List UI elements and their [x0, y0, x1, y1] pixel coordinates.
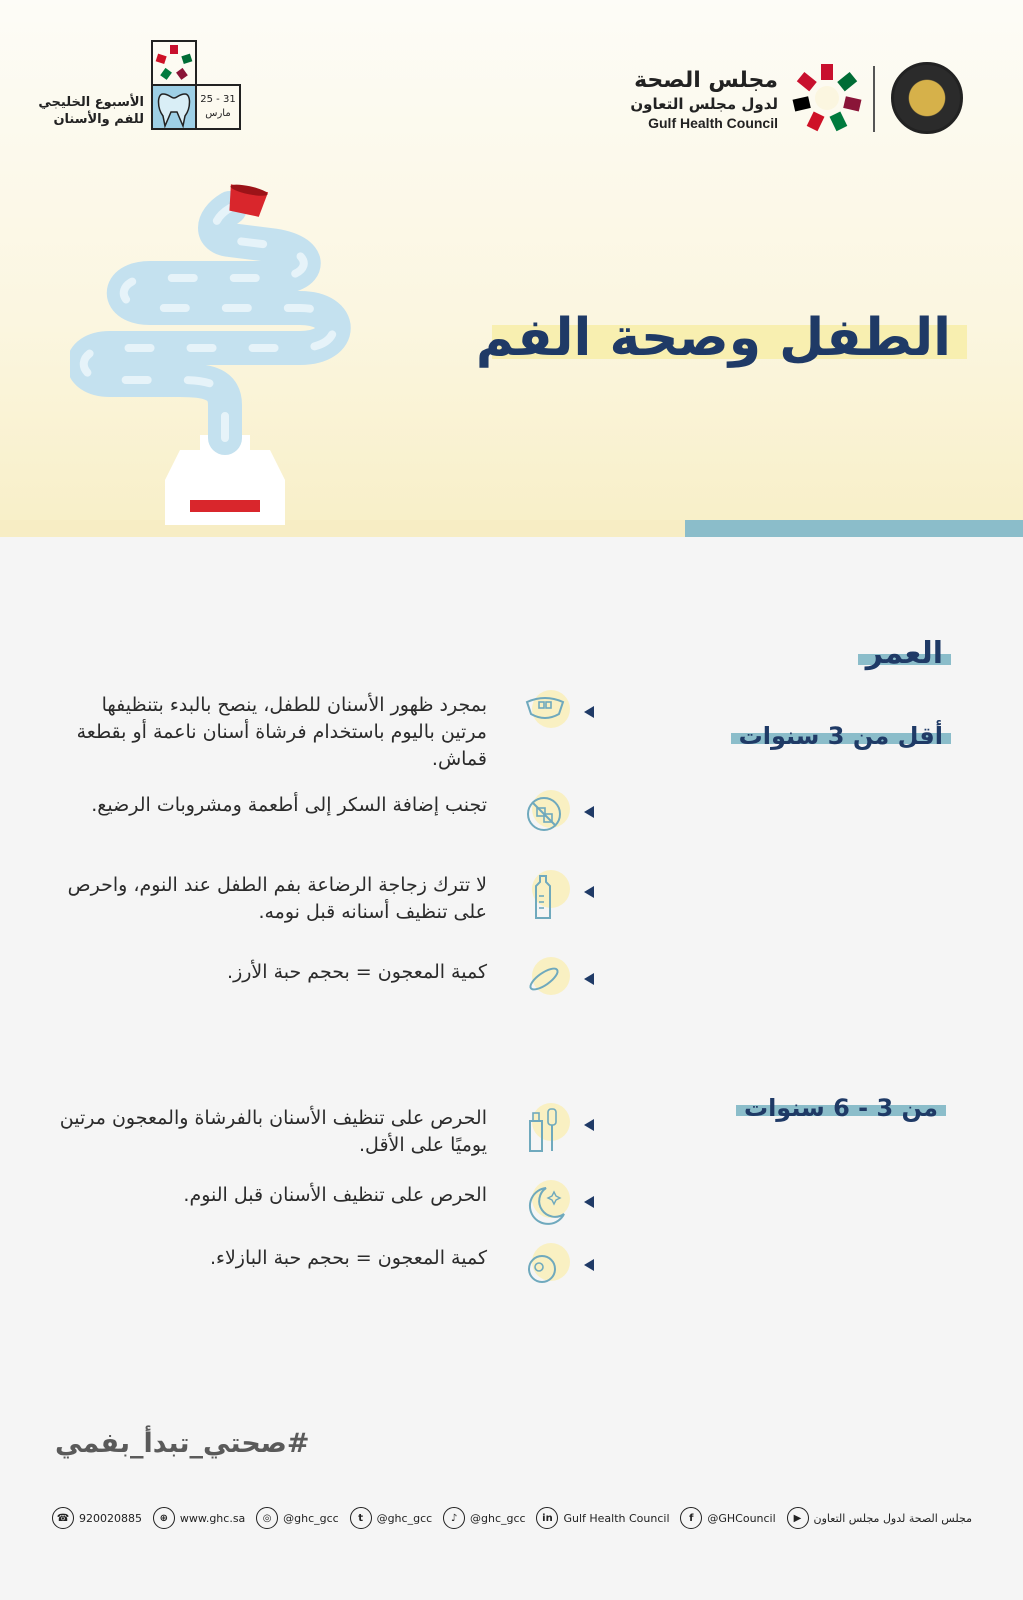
item-text: الحرص على تنظيف الأسنان بالفرشاة والمعجون مرتين يوميًا على الأقل.: [59, 1107, 487, 1156]
footer-phone-text: 920020885: [79, 1511, 142, 1525]
footer-twitter[interactable]: [350, 1507, 433, 1529]
campaign-badge: [36, 40, 256, 135]
teeth-icon: [524, 690, 570, 736]
group2-label-text: من 3 - 6 سنوات: [743, 1094, 938, 1122]
campaign-star-box: [151, 40, 197, 86]
footer-facebook[interactable]: [680, 1507, 775, 1529]
footer-website-text: www.ghc.sa: [179, 1511, 246, 1525]
item-text: بمجرد ظهور الأسنان للطفل، ينصح بالبدء بتنظيفها مرتين باليوم باستخدام فرشاة أسنان ناعمة أو بقطعة قماش.: [76, 694, 487, 770]
youtube-icon: ▶: [787, 1507, 809, 1529]
item-text: تجنب إضافة السكر إلى أطعمة ومشروبات الرضيع.: [91, 794, 487, 816]
toothpaste-illustration: [70, 180, 390, 525]
pea-icon: [524, 1243, 570, 1289]
footer-contacts: [52, 1503, 972, 1533]
footer-tiktok[interactable]: [443, 1507, 526, 1529]
group-label-under-3: [739, 722, 943, 750]
campaign-title: [36, 94, 144, 128]
group-label-3-to-6: [744, 1094, 938, 1122]
footer-instagram-text: @ghc_gcc: [283, 1511, 339, 1525]
gcc-seal-icon: [891, 62, 963, 134]
bullet-arrow-icon: [584, 886, 594, 898]
rice-grain-icon: [524, 957, 570, 1003]
age-heading-text: العمر: [865, 636, 943, 671]
campaign-hashtag: #صحتي_تبدأ_بفمي: [55, 1428, 310, 1459]
campaign-date-range: 25 - 31: [200, 94, 236, 105]
item-text: كمية المعجون = بحجم حبة الأرز.: [227, 961, 487, 983]
tooth-icon: [151, 84, 197, 130]
bullet-arrow-icon: [584, 806, 594, 818]
divider-strip-blue: [685, 520, 1023, 537]
toothbrush-paste-icon: [524, 1103, 570, 1149]
campaign-month: مارس: [205, 108, 231, 119]
age-heading: [866, 636, 943, 671]
footer-twitter-text: @ghc_gcc: [376, 1511, 433, 1525]
item-text: لا تترك زجاجة الرضاعة بفم الطفل عند النوم، واحرص على تنظيف أسنانه قبل نومه.: [67, 874, 487, 923]
campaign-date: [195, 84, 241, 130]
footer-phone[interactable]: [52, 1507, 142, 1529]
brand-name-ar: مجلس الصحة: [634, 68, 778, 93]
moon-stars-icon: [524, 1180, 570, 1226]
item-text: الحرص على تنظيف الأسنان قبل النوم.: [183, 1184, 487, 1206]
footer-youtube-text: مجلس الصحة لدول مجلس التعاون: [813, 1511, 972, 1525]
instagram-icon: ◎: [256, 1507, 278, 1529]
gulf-health-council-logo: [583, 60, 963, 140]
campaign-line2: للفم والأسنان: [53, 112, 144, 127]
mini-flags-star-icon: [153, 42, 195, 84]
group1-label-text: أقل من 3 سنوات: [738, 722, 943, 750]
footer-tiktok-text: @ghc_gcc: [470, 1511, 526, 1525]
linkedin-icon: in: [536, 1507, 558, 1529]
baby-bottle-icon: [524, 870, 570, 916]
footer-facebook-text: @GHCouncil: [707, 1511, 776, 1525]
footer-linkedin-text: Gulf Health Council: [563, 1511, 670, 1525]
ghc-wordmark: [630, 68, 778, 132]
campaign-line1: الأسبوع الخليجي: [38, 95, 144, 110]
bullet-arrow-icon: [584, 706, 594, 718]
tiktok-icon: ♪: [443, 1507, 465, 1529]
brand-name-en: Gulf Health Council: [648, 115, 778, 131]
facebook-icon: f: [680, 1507, 702, 1529]
no-sugar-icon: [524, 790, 570, 836]
page-title: الطفل وصحة الفم: [475, 308, 951, 368]
footer-youtube[interactable]: [787, 1507, 972, 1529]
globe-icon: ⊕: [153, 1507, 175, 1529]
phone-icon: ☎: [52, 1507, 74, 1529]
footer-instagram[interactable]: [256, 1507, 339, 1529]
bullet-arrow-icon: [584, 1119, 594, 1131]
footer-linkedin[interactable]: [536, 1507, 669, 1529]
brand-subtitle-ar: لدول مجلس التعاون: [630, 95, 778, 113]
bullet-arrow-icon: [584, 973, 594, 985]
footer-website[interactable]: [153, 1507, 245, 1529]
logo-divider: [873, 66, 875, 132]
item-text: كمية المعجون = بحجم حبة البازلاء.: [209, 1247, 487, 1269]
flags-star-icon: [791, 62, 863, 134]
bullet-arrow-icon: [584, 1259, 594, 1271]
twitter-icon: t: [350, 1507, 372, 1529]
bullet-arrow-icon: [584, 1196, 594, 1208]
